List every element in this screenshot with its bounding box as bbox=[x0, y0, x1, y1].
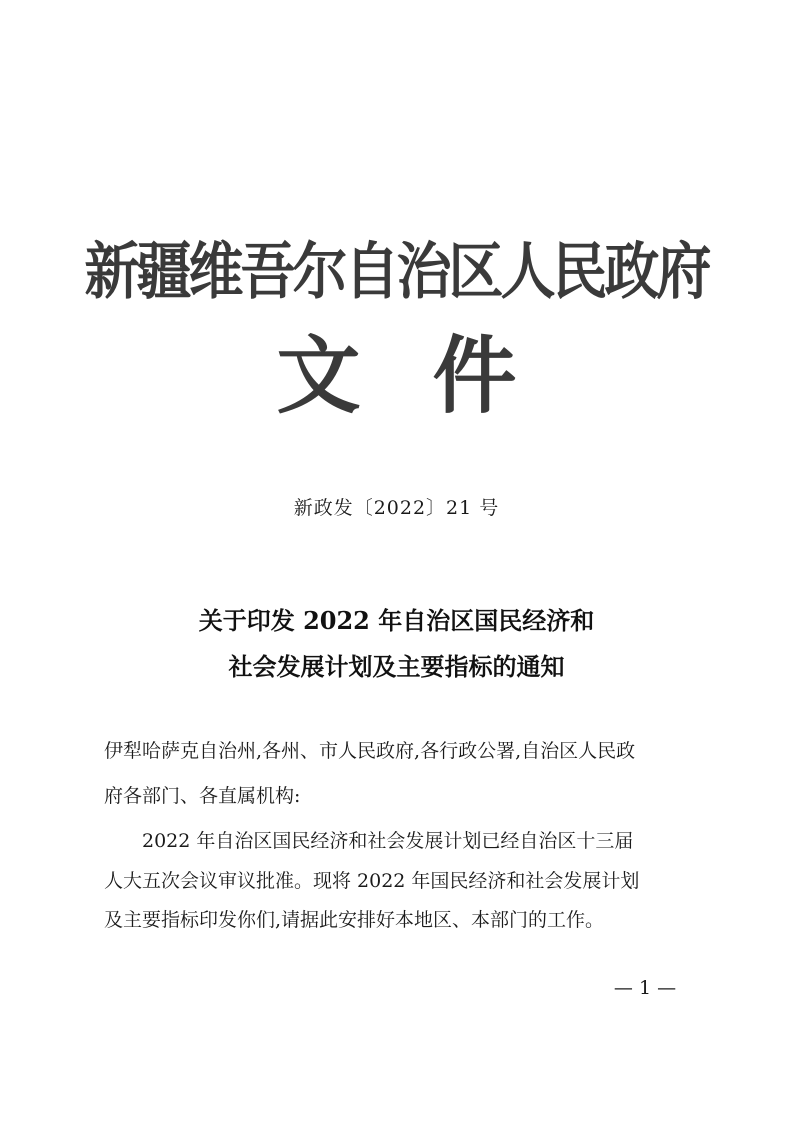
document-type-heading bbox=[0, 328, 793, 424]
document-title-line-1: 关于印发 2022 年自治区国民经济和 bbox=[198, 606, 595, 635]
body-paragraph-line-3: 及主要指标印发你们,请据此安排好本地区、本部门的工作。 bbox=[104, 909, 605, 931]
document-type-char-2: 件 bbox=[432, 326, 517, 425]
body-paragraph-line-2: 人大五次会议审议批准。现将 2022 年国民经济和社会发展计划 bbox=[104, 870, 640, 892]
addressee-line-1: 伊犁哈萨克自治州,各州、市人民政府,各行政公署,自治区人民政 bbox=[104, 740, 636, 762]
issuing-authority-heading: 新疆维吾尔自治区人民政府 bbox=[84, 235, 709, 307]
addressee-line-2: 府各部门、各直属机构: bbox=[104, 785, 301, 807]
document-title-line-2: 社会发展计划及主要指标的通知 bbox=[228, 652, 565, 681]
page-number: — 1 — bbox=[613, 977, 677, 999]
body-paragraph-line-1: 2022 年自治区国民经济和社会发展计划已经自治区十三届 bbox=[104, 830, 634, 852]
document-number: 新政发〔2022〕21 号 bbox=[293, 497, 500, 519]
document-type-char-1: 文 bbox=[276, 326, 361, 425]
